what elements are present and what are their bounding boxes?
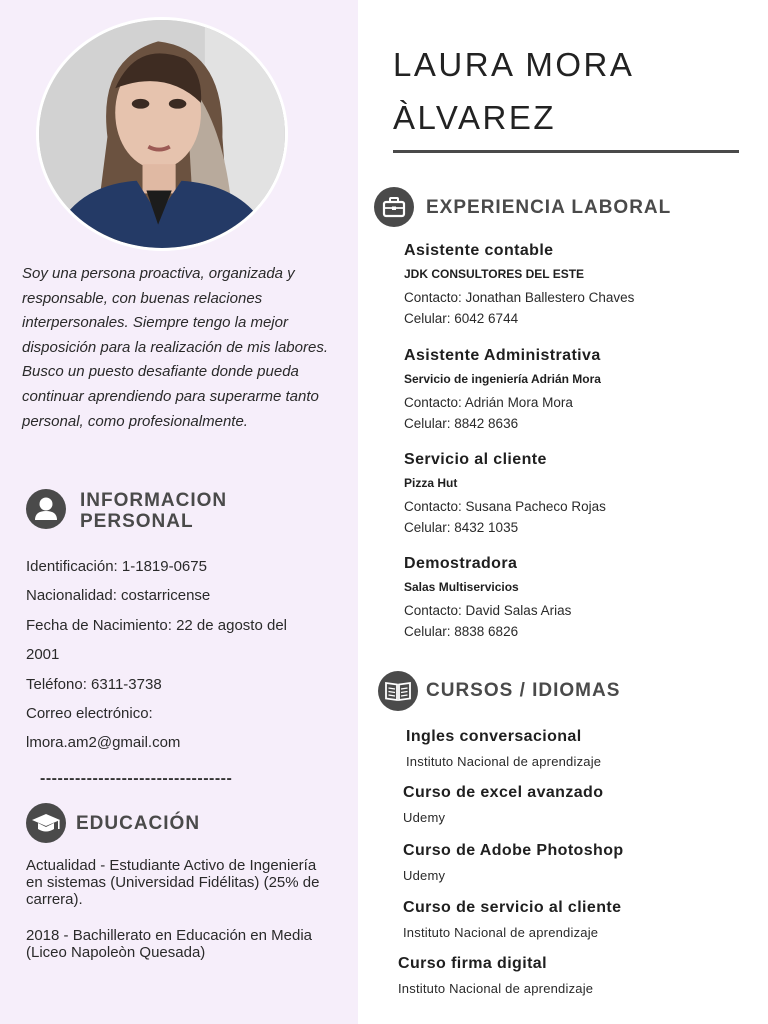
job-company: Pizza Hut: [404, 476, 458, 490]
job-phone: Celular: 6042 6744: [404, 311, 519, 326]
personal-info-heading-line1: INFORMACION: [80, 490, 228, 511]
education-item: 2018 - Bachillerato en Educación en Media (Liceo Napoleòn Quesada): [26, 927, 313, 961]
course-entry: [406, 727, 746, 771]
course-title: Curso firma digital: [398, 955, 547, 972]
course-title: Curso de excel avanzado: [403, 784, 604, 801]
info-phone: Teléfono: 6311-3738: [26, 675, 162, 693]
education-heading: EDUCACIÓN: [76, 813, 201, 834]
info-email: lmora.am2@gmail.com: [26, 734, 181, 752]
job-entry: [404, 345, 744, 434]
course-institution: Instituto Nacional de aprendizaje: [406, 754, 602, 769]
experience-heading: EXPERIENCIA LABORAL: [426, 197, 672, 218]
job-company: Servicio de ingeniería Adrián Mora: [404, 372, 601, 386]
briefcase-icon: [374, 187, 414, 227]
personal-info-heading-line2: PERSONAL: [80, 511, 194, 532]
info-birthdate: Fecha de Nacimiento: 22 de agosto del: [26, 616, 287, 634]
graduation-cap-icon: [26, 803, 66, 843]
job-title: Servicio al cliente: [404, 451, 547, 468]
user-icon: [26, 489, 66, 529]
info-id: Identificación: 1-1819-0675: [26, 558, 207, 575]
job-contact: Contacto: David Salas Arias: [404, 603, 572, 618]
course-institution: Udemy: [403, 810, 446, 825]
course-entry: [403, 898, 743, 942]
job-contact: Contacto: Jonathan Ballestero Chaves: [404, 290, 635, 305]
info-nationality: Nacionalidad: costarricense: [26, 587, 211, 605]
profile-summary: Soy una persona proactiva, organizada y responsable, con buenas relaciones interpersonales. Siempre tengo la mejor disposición para la realización de mis labores. Busco un puesto desafiante donde pueda continuar aprendiendo para superarme tanto personal, como profesionalmente.: [22, 265, 328, 430]
personal-info-heading: [80, 490, 227, 532]
info-email-label: Correo electrónico:: [26, 705, 153, 723]
personal-info-list: [26, 552, 326, 758]
course-entry: [398, 954, 738, 998]
job-contact: Contacto: Adrián Mora Mora: [404, 395, 573, 410]
section-divider: ---------------------------------: [40, 770, 233, 787]
course-entry: [403, 783, 743, 827]
course-title: Curso de Adobe Photoshop: [403, 842, 624, 859]
job-phone: Celular: 8432 1035: [404, 520, 519, 535]
education-item: Actualidad - Estudiante Activo de Ingeniería en sistemas (Universidad Fidélitas) (25% de carrera).: [26, 857, 320, 908]
name-underline: [393, 150, 739, 153]
job-title: Demostradora: [404, 555, 518, 572]
info-birthdate-year: 2001: [26, 646, 60, 664]
course-title: Ingles conversacional: [406, 728, 582, 745]
job-company: JDK CONSULTORES DEL ESTE: [404, 267, 585, 281]
job-entry: [404, 553, 744, 642]
course-institution: Instituto Nacional de aprendizaje: [398, 981, 594, 996]
course-title: Curso de servicio al cliente: [403, 899, 622, 916]
portrait-photo: [39, 20, 285, 248]
courses-heading: CURSOS / IDIOMAS: [426, 680, 621, 701]
full-name-line1: LAURA MORA: [393, 46, 635, 83]
job-title: Asistente contable: [404, 242, 554, 259]
course-institution: Udemy: [403, 868, 446, 883]
job-contact: Contacto: Susana Pacheco Rojas: [404, 499, 606, 514]
job-entry: [404, 240, 744, 329]
job-company: Salas Multiservicios: [404, 580, 519, 594]
job-phone: Celular: 8838 6826: [404, 624, 519, 639]
left-sidebar: [0, 0, 358, 1024]
profile-photo: [36, 17, 288, 251]
course-entry: [403, 841, 743, 885]
job-phone: Celular: 8842 8636: [404, 416, 519, 431]
job-entry: [404, 449, 744, 538]
course-institution: Instituto Nacional de aprendizaje: [403, 925, 599, 940]
job-title: Asistente Administrativa: [404, 347, 601, 364]
full-name-line2: ÀLVAREZ: [393, 99, 556, 136]
book-icon: [378, 671, 418, 711]
full-name: [393, 38, 634, 144]
